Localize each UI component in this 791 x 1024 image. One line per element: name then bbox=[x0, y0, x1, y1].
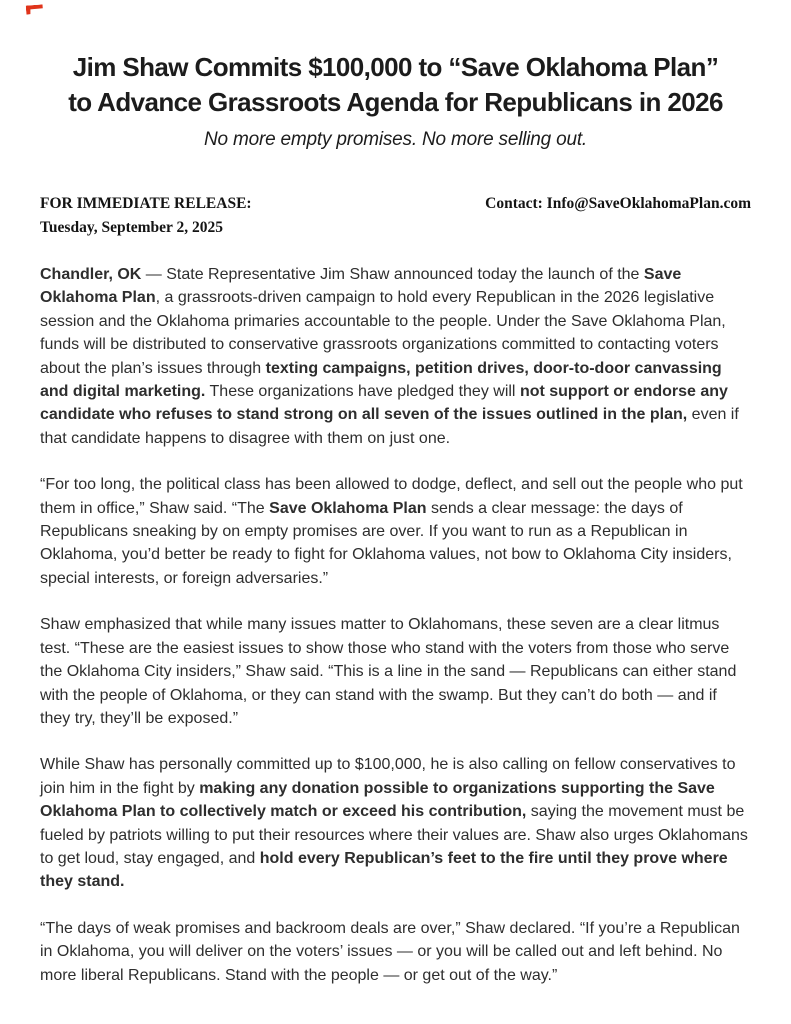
title-line-2: to Advance Grassroots Agenda for Republicans in 2026 bbox=[68, 87, 723, 117]
paragraph bbox=[40, 753, 751, 893]
text-run: Shaw emphasized that while many issues matter to Oklahomans, these seven are a clear litmus test. “These are the easiest issues to show those who stand with the voters from those who serve the Oklahoma City insiders,” Shaw said. “This is a line in the sand — Republicans can either stand with the people of Oklahoma, or they can stand with the swamp. But they can’t do both — and if they try, they’ll be exposed.” bbox=[40, 616, 737, 727]
bold-text-run: making any donation possible to organizations supporting the Save Oklahoma Plan to collectively match or exceed his contribution, bbox=[40, 779, 715, 821]
paragraph bbox=[40, 613, 751, 730]
text-run: “For too long, the political class has been allowed to dodge, deflect, and sell out the people who put them in office,” Shaw said. “The bbox=[40, 476, 743, 517]
bold-text-run: texting campaigns, petition drives, door-to-door canvassing and digital marketing. bbox=[40, 359, 722, 401]
release-info-row bbox=[40, 192, 751, 240]
paragraph bbox=[40, 263, 751, 450]
subtitle: No more empty promises. No more selling out. bbox=[204, 129, 587, 150]
text-run: , a grassroots-driven campaign to hold every Republican in the 2026 legislative session and the Oklahoma primaries accountable to the people. Under the Save Oklahoma Plan, funds will be distributed to conservative grassroots organizations committed to contacting voters about the plan’s issues through bbox=[40, 289, 726, 377]
text-run: — State Representative Jim Shaw announced today the launch of the bbox=[141, 266, 644, 283]
title-line-1: Jim Shaw Commits $100,000 to “Save Oklahoma Plan” bbox=[72, 52, 719, 82]
bold-text-run: hold every Republican’s feet to the fire until they prove where they stand. bbox=[40, 849, 728, 891]
text-run: These organizations have pledged they will bbox=[205, 383, 520, 401]
bold-text-run: Save Oklahoma Plan bbox=[40, 266, 682, 307]
contact-info: Contact: Info@SaveOklahomaPlan.com bbox=[485, 195, 751, 212]
text-run: even if that candidate happens to disagree with them on just one. bbox=[40, 406, 739, 447]
page-title bbox=[0, 0, 791, 120]
text-run: While Shaw has personally committed up to $100,000, he is also calling on fellow conservatives to join him in the fight by bbox=[40, 756, 736, 797]
release-date: Tuesday, September 2, 2025 bbox=[40, 219, 224, 236]
text-run: “The days of weak promises and backroom deals are over,” Shaw declared. “If you’re a Republican in Oklahoma, you will deliver on the voters’ issues — or you will be called out and left behind. No more liberal Republicans. Stand with the people — or get out of the way.” bbox=[40, 919, 740, 984]
bold-text-run: Chandler, OK bbox=[40, 266, 142, 283]
body-paragraphs bbox=[40, 263, 751, 987]
paragraph bbox=[40, 473, 751, 590]
paragraph bbox=[40, 917, 751, 987]
text-run: saying the movement must be fueled by patriots willing to put their resources where their values are. Shaw also urges Oklahomans to get loud, stay engaged, and bbox=[40, 803, 748, 867]
bold-text-run: Save Oklahoma Plan bbox=[269, 499, 427, 517]
text-run: sends a clear message: the days of Republicans sneaking by on empty promises are over. If you want to run as a Republican in Oklahoma, you’d better be ready to fight for Oklahoma values, not bow to Oklahoma City insiders, special interests, or foreign adversaries.” bbox=[40, 499, 732, 587]
bold-text-run: not support or endorse any candidate who refuses to stand strong on all seven of the issues outlined in the plan, bbox=[40, 383, 728, 424]
for-immediate-release-label: FOR IMMEDIATE RELEASE: bbox=[40, 195, 252, 212]
release-left-block bbox=[40, 192, 252, 240]
